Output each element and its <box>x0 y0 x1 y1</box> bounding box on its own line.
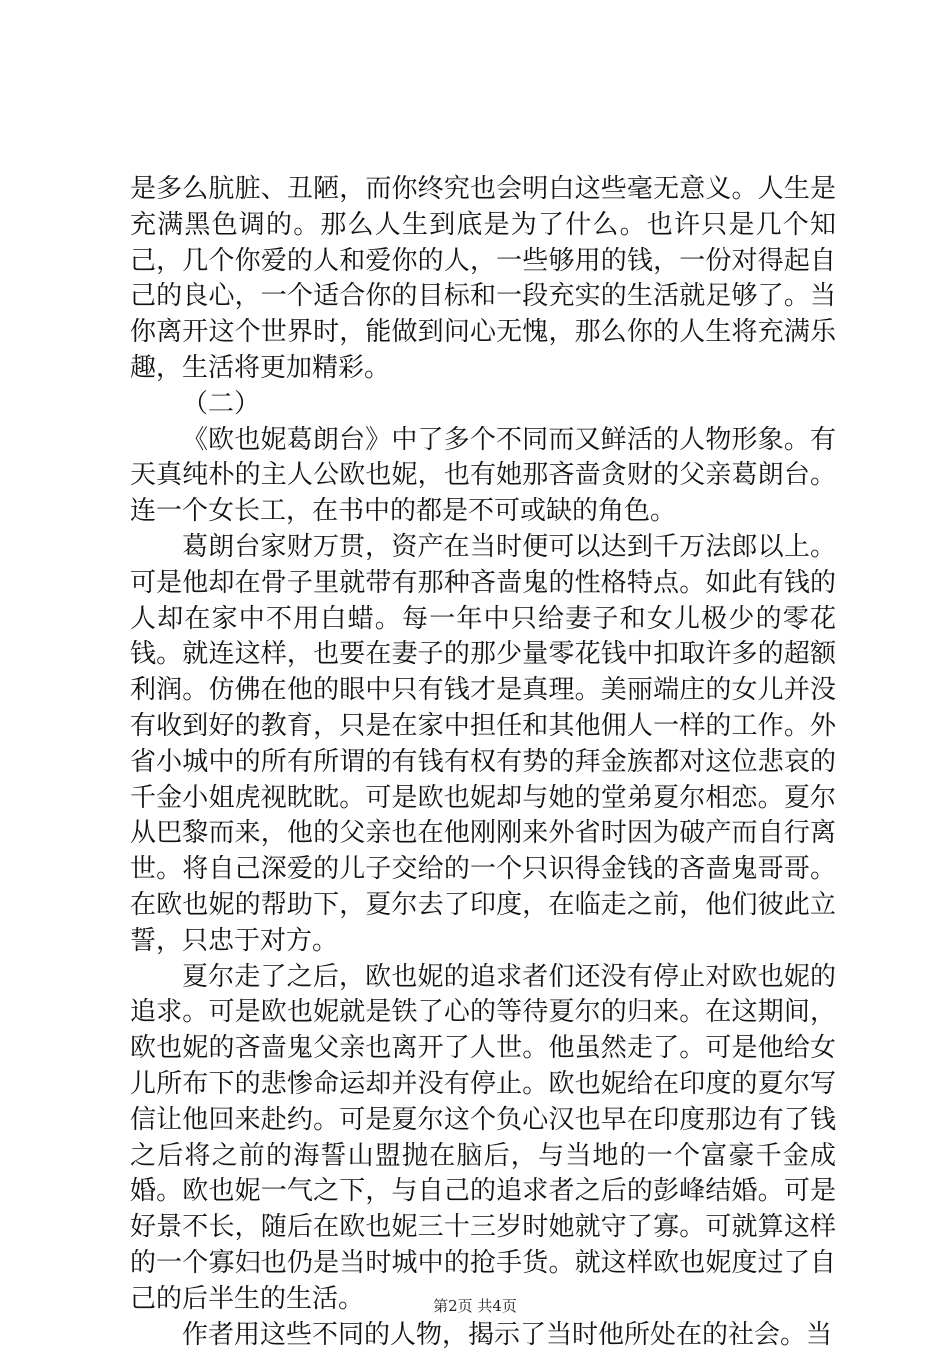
paragraph: 《欧也妮葛朗台》中了多个不同而又鲜活的人物形象。有天真纯朴的主人公欧也妮，也有她那吝啬贪财的父亲葛朗台。连一个女长工，在书中的都是不可或缺的角色。 <box>130 423 836 530</box>
paragraph: 作者用这些不同的人物，揭示了当时他所处在的社会。当 <box>130 1318 836 1353</box>
section-heading: （二） <box>130 387 836 423</box>
document-body <box>130 172 836 1353</box>
paragraph: 是多么肮脏、丑陋，而你终究也会明白这些毫无意义。人生是充满黑色调的。那么人生到底是为了什么。也许只是几个知己，几个你爱的人和爱你的人，一些够用的钱，一份对得起自己的良心，一个适合你的目标和一段充实的生活就足够了。当你离开这个世界时，能做到问心无愧，那么你的人生将充满乐趣，生活将更加精彩。 <box>130 172 836 387</box>
paragraph: 夏尔走了之后，欧也妮的追求者们还没有停止对欧也妮的追求。可是欧也妮就是铁了心的等待夏尔的归来。在这期间，欧也妮的吝啬鬼父亲也离开了人世。他虽然走了。可是他给女儿所布下的悲惨命运却并没有停止。欧也妮给在印度的夏尔写信让他回来赴约。可是夏尔这个负心汉也早在印度那边有了钱之后将之前的海誓山盟抛在脑后，与当地的一个富豪千金成婚。欧也妮一气之下，与自己的追求者之后的彭峰结婚。可是好景不长，随后在欧也妮三十三岁时她就守了寡。可就算这样的一个寡妇也仍是当时城中的抢手货。就这样欧也妮度过了自己的后半生的生活。 <box>130 960 836 1318</box>
paragraph: 葛朗台家财万贯，资产在当时便可以达到千万法郎以上。可是他却在骨子里就带有那种吝啬鬼的性格特点。如此有钱的人却在家中不用白蜡。每一年中只给妻子和女儿极少的零花钱。就连这样，也要在妻子的那少量零花钱中扣取许多的超额利润。仿佛在他的眼中只有钱才是真理。美丽端庄的女儿并没有收到好的教育，只是在家中担任和其他佣人一样的工作。外省小城中的所有所谓的有钱有权有势的拜金族都对这位悲哀的千金小姐虎视眈眈。可是欧也妮却与她的堂弟夏尔相恋。夏尔从巴黎而来，他的父亲也在他刚刚来外省时因为破产而自行离世。将自己深爱的儿子交给的一个只识得金钱的吝啬鬼哥哥。在欧也妮的帮助下，夏尔去了印度，在临走之前，他们彼此立誓，只忠于对方。 <box>130 530 836 960</box>
page-footer: 第2页 共4页 <box>0 1296 950 1316</box>
